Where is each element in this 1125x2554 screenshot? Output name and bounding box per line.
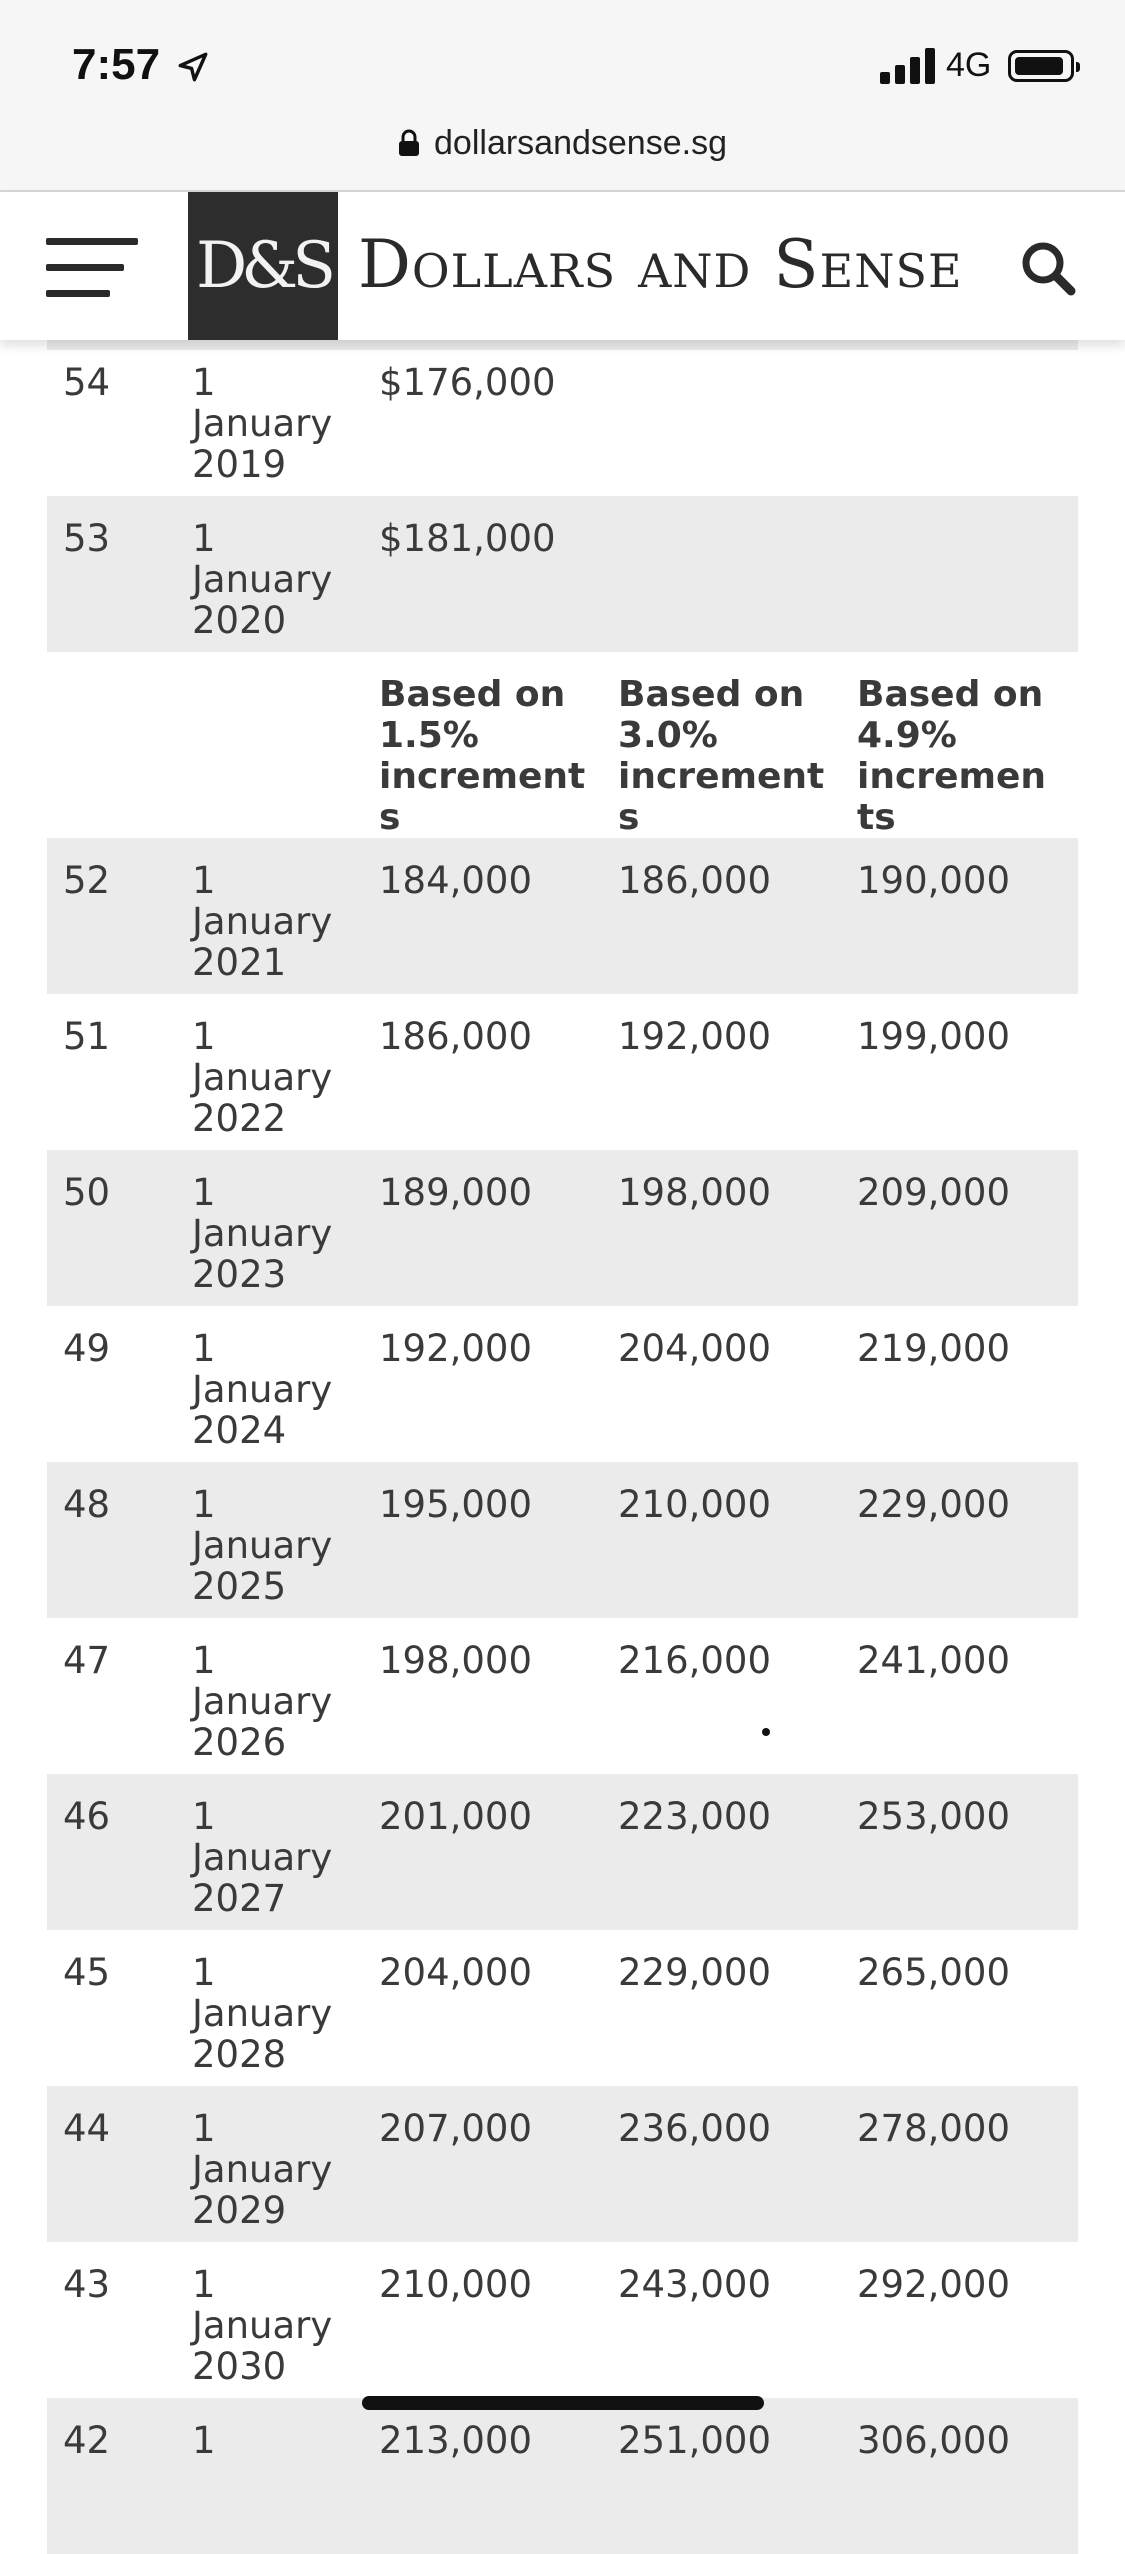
value-4-9-cell: 229,000 (841, 1462, 1078, 1618)
empty-cell (602, 496, 841, 652)
value-3-0-cell: 186,000 (602, 838, 841, 994)
table-row (47, 2398, 1078, 2554)
value-4-9-cell: 241,000 (857, 1639, 1011, 1682)
age-cell: 54 (63, 361, 111, 404)
value-1-5-cell: 213,000 (363, 2398, 602, 2554)
value-3-0-cell: 192,000 (618, 1015, 772, 1058)
age-cell: 50 (47, 1150, 176, 1306)
salary-table (47, 340, 1078, 2554)
value-1-5-cell: 210,000 (379, 2263, 533, 2306)
value-4-9-cell: 265,000 (857, 1951, 1011, 1994)
date-cell: 1 January 2028 (192, 1951, 333, 2076)
value-4-9-cell: 219,000 (857, 1327, 1011, 1370)
date-cell: 1 January 2020 (176, 496, 363, 652)
table-row (47, 2086, 1078, 2242)
column-header (47, 652, 176, 838)
status-time: 7:57 (72, 40, 161, 89)
site-header (0, 192, 1125, 340)
date-cell: 1 January 2024 (192, 1327, 333, 1452)
location-arrow-icon (176, 50, 210, 84)
value-4-9-cell: 253,000 (841, 1774, 1078, 1930)
age-cell: 48 (47, 1462, 176, 1618)
table-row (47, 1306, 1078, 1462)
date-cell: 1 January 2027 (176, 1774, 363, 1930)
empty-cell (841, 496, 1078, 652)
age-cell: 51 (63, 1015, 111, 1058)
age-cell: 45 (63, 1951, 111, 1994)
value-1-5-cell: 207,000 (363, 2086, 602, 2242)
value-1-5-cell: 198,000 (379, 1639, 533, 1682)
value-1-5-cell: 201,000 (363, 1774, 602, 1930)
value-3-0-cell: 210,000 (602, 1462, 841, 1618)
date-cell: 1 (176, 2398, 363, 2554)
url-text: dollarsandsense.sg (434, 123, 727, 162)
age-cell: 52 (47, 838, 176, 994)
value-1-5-cell: 189,000 (363, 1150, 602, 1306)
column-header: Based on 1.5% increments (379, 674, 586, 838)
value-cell: $176,000 (379, 361, 556, 404)
address-bar[interactable] (0, 118, 1125, 168)
network-type: 4G (946, 46, 992, 84)
value-3-0-cell: 236,000 (602, 2086, 841, 2242)
cellular-signal-icon (880, 48, 936, 84)
table-row (47, 994, 1078, 1150)
table-row (47, 1618, 1078, 1774)
value-3-0-cell: 251,000 (602, 2398, 841, 2554)
empty-cell (841, 340, 1078, 496)
date-cell: 1 January 2022 (192, 1015, 333, 1140)
value-3-0-cell: 243,000 (618, 2263, 772, 2306)
home-indicator[interactable] (362, 2396, 764, 2410)
table-row (47, 1462, 1078, 1618)
value-1-5-cell: 204,000 (379, 1951, 533, 1994)
table-header-row (47, 652, 1078, 838)
search-icon[interactable] (1018, 238, 1078, 298)
empty-cell (602, 340, 841, 496)
table-row (47, 1774, 1078, 1930)
value-4-9-cell: 209,000 (841, 1150, 1078, 1306)
age-cell: 42 (47, 2398, 176, 2554)
age-cell: 44 (47, 2086, 176, 2242)
value-1-5-cell: 195,000 (363, 1462, 602, 1618)
column-header: Based on 4.9% increments (857, 674, 1047, 838)
age-cell: 46 (47, 1774, 176, 1930)
table-row (47, 1150, 1078, 1306)
age-cell: 53 (47, 496, 176, 652)
brand-name[interactable]: Dollars and Sense (358, 226, 963, 303)
table-row (47, 838, 1078, 994)
hamburger-menu-icon[interactable] (46, 238, 138, 300)
lock-icon (398, 129, 420, 157)
value-4-9-cell: 306,000 (841, 2398, 1078, 2554)
value-cell: $181,000 (363, 496, 602, 652)
status-bar (0, 0, 1125, 192)
value-1-5-cell: 192,000 (379, 1327, 533, 1370)
stray-dot (762, 1728, 770, 1736)
age-cell: 43 (63, 2263, 111, 2306)
logo-mark: D&S (195, 229, 331, 303)
value-4-9-cell: 199,000 (857, 1015, 1011, 1058)
date-cell: 1 January 2021 (176, 838, 363, 994)
value-1-5-cell: 184,000 (363, 838, 602, 994)
value-3-0-cell: 216,000 (618, 1639, 772, 1682)
age-cell: 49 (63, 1327, 111, 1370)
column-header (176, 652, 363, 838)
value-1-5-cell: 186,000 (379, 1015, 533, 1058)
date-cell: 1 January 2023 (176, 1150, 363, 1306)
column-header: Based on 3.0% increments (618, 674, 825, 838)
table-row (47, 1930, 1078, 2086)
table-row (47, 340, 1078, 496)
age-cell: 47 (63, 1639, 111, 1682)
value-3-0-cell: 223,000 (602, 1774, 841, 1930)
value-4-9-cell: 278,000 (841, 2086, 1078, 2242)
date-cell: 1 January 2030 (192, 2263, 333, 2388)
date-cell: 1 January 2029 (176, 2086, 363, 2242)
table-row (47, 496, 1078, 652)
value-4-9-cell: 292,000 (857, 2263, 1011, 2306)
table-row (47, 2242, 1078, 2398)
date-cell: 1 January 2019 (192, 361, 333, 486)
value-3-0-cell: 229,000 (618, 1951, 772, 1994)
date-cell: 1 January 2026 (192, 1639, 333, 1764)
value-3-0-cell: 204,000 (618, 1327, 772, 1370)
site-logo[interactable] (188, 192, 338, 340)
date-cell: 1 January 2025 (176, 1462, 363, 1618)
value-4-9-cell: 190,000 (841, 838, 1078, 994)
value-3-0-cell: 198,000 (602, 1150, 841, 1306)
battery-icon (1008, 50, 1074, 82)
